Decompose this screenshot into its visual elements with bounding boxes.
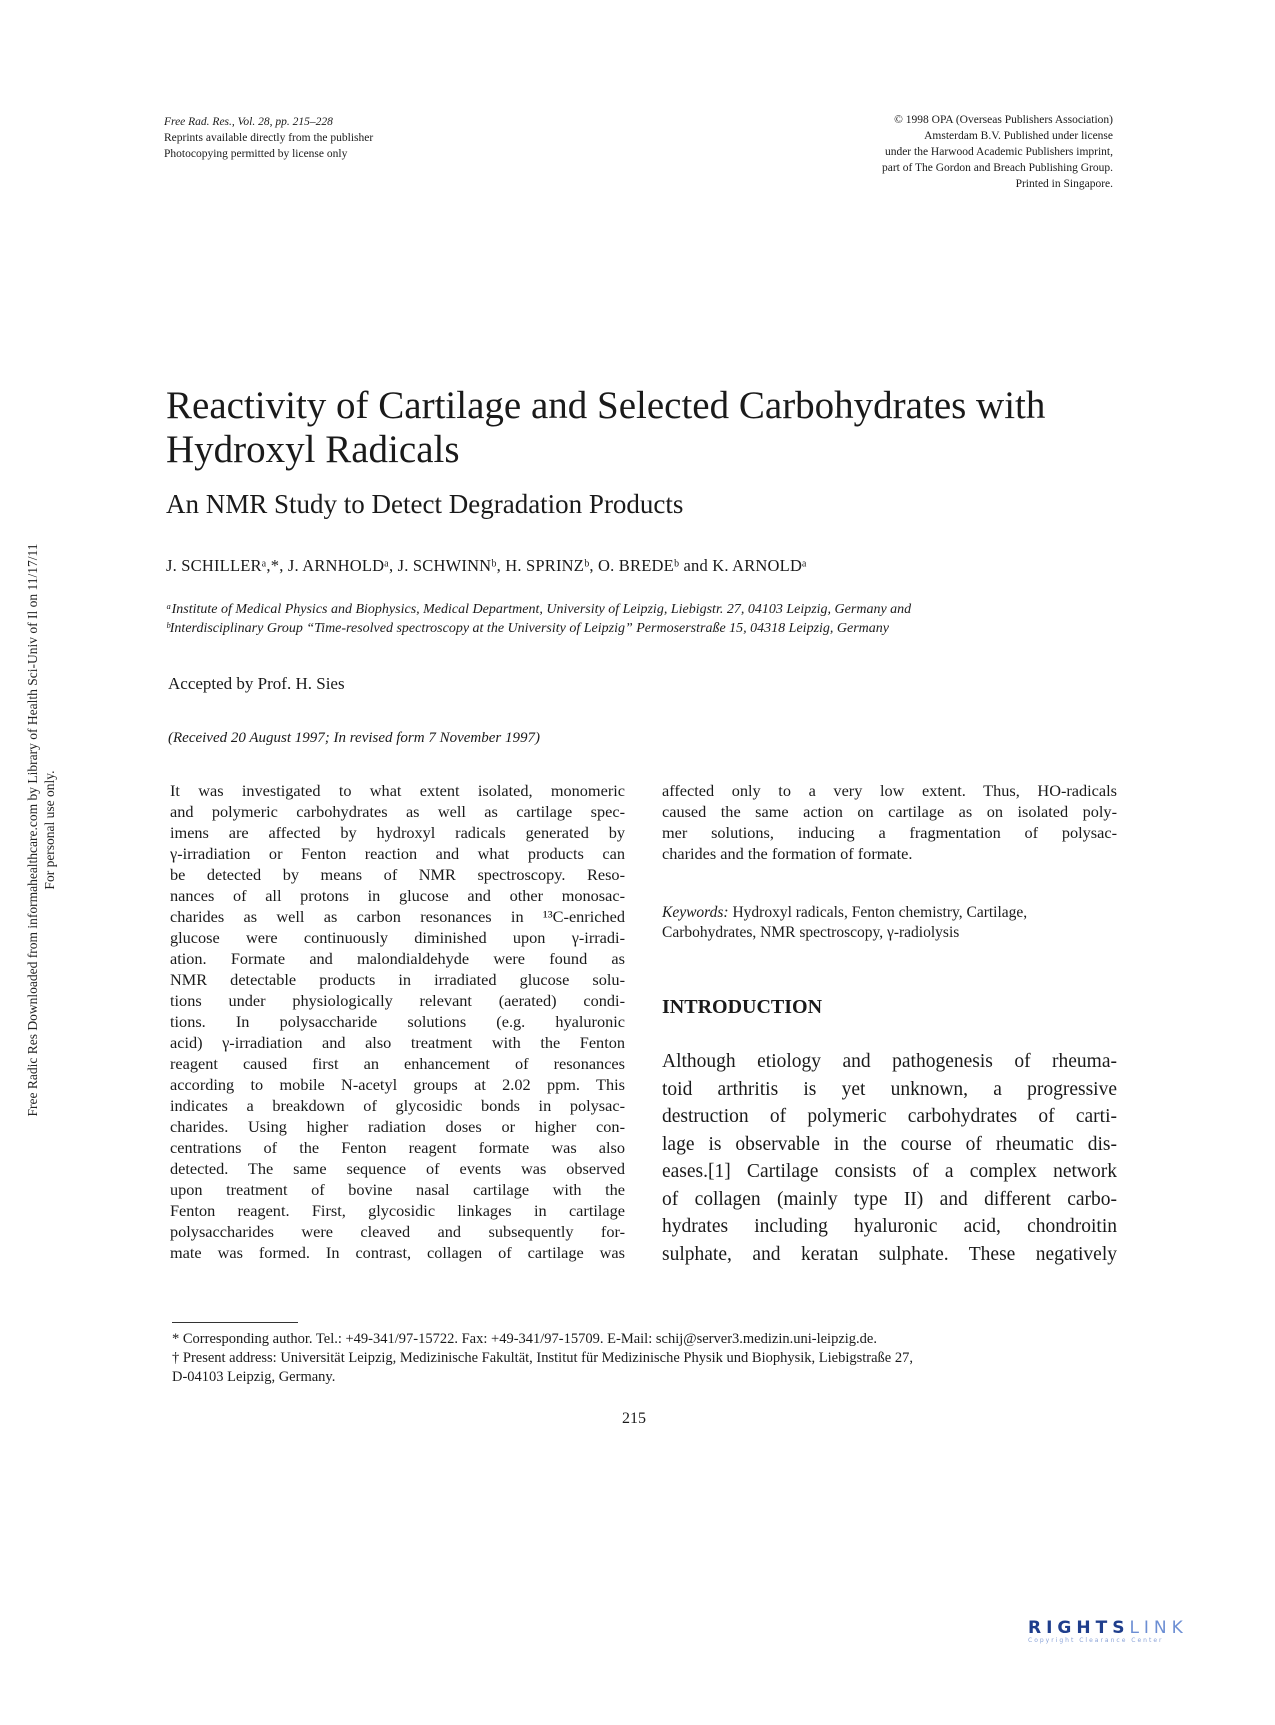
title-line: Reactivity of Cartilage and Selected Carbohydrates with: [166, 384, 1046, 427]
page-number: 215: [622, 1410, 646, 1427]
affiliations: [166, 600, 1156, 638]
intro-line: destruction of polymeric carbohydrates of carti-: [662, 1106, 1117, 1127]
abstract-line: detected. The same sequence of events was observed: [170, 1159, 625, 1178]
intro-line: sulphate, and keratan sulphate. These negatively: [662, 1243, 1117, 1265]
abstract-line: be detected by means of NMR spectroscopy. Reso-: [170, 865, 625, 884]
footnote-divider: [172, 1322, 298, 1323]
copyright-line: part of The Gordon and Breach Publishing Group.: [881, 162, 1113, 174]
journal-info: [164, 114, 584, 162]
abstract-line: polysaccharides were cleaved and subsequently for-: [170, 1222, 625, 1241]
section-heading-introduction: INTRODUCTION: [662, 996, 823, 1018]
abstract-line: caused the same action on cartilage as on isolated poly-: [662, 802, 1117, 821]
keywords: [662, 903, 1117, 943]
article-title: [166, 384, 1156, 472]
abstract-line: indicates a breakdown of glycosidic bonds in polysac-: [170, 1096, 625, 1115]
abstract-line: mate was formed. In contrast, collagen of cartilage was: [170, 1243, 625, 1262]
intro-line: hydrates including hyaluronic acid, chondroitin: [662, 1216, 1117, 1237]
copyright-notice: [760, 112, 1113, 192]
intro-line: lage is observable in the course of rheumatic dis-: [662, 1133, 1117, 1155]
reprint-note: Reprints available directly from the publisher: [164, 132, 374, 144]
abstract-line: γ-irradiation or Fenton reaction and what products can: [170, 844, 625, 863]
intro-line: eases.[1] Cartilage consists of a complex network: [662, 1161, 1117, 1182]
rightslink-logo: [1028, 1618, 1268, 1658]
copyright-line: © 1998 OPA (Overseas Publishers Association): [894, 114, 1113, 126]
intro-line: Although etiology and pathogenesis of rheuma-: [662, 1051, 1117, 1072]
download-line: Free Radic Res Downloaded from informahealthcare.com by Library of Health Sci-Univ of Il on 11/17/11: [25, 543, 40, 1117]
affiliation-b: ᵇInterdisciplinary Group “Time-resolved spectroscopy at the University of Leipzig” Permoserstraße 15, 04318 Leipzig, Germany: [166, 621, 890, 636]
copyright-line: Printed in Singapore.: [1015, 178, 1113, 190]
abstract-line: tions under physiologically relevant (aerated) condi-: [170, 991, 625, 1010]
intro-line: toid arthritis is yet unknown, a progressive: [662, 1078, 1117, 1100]
abstract-line: charides as well as carbon resonances in ¹³C-enriched: [170, 907, 625, 926]
affiliation-a: ᵃInstitute of Medical Physics and Biophysics, Medical Department, University of Leipzig, Liebigstr. 27, 04103 Leipzig, Germany and: [166, 602, 912, 617]
logo-text-rights: RIGHTS: [1028, 1618, 1130, 1638]
abstract-line: charides and the formation of formate.: [662, 844, 913, 863]
keywords-label: Keywords:: [662, 904, 729, 921]
keywords-line: Hydroxyl radicals, Fenton chemistry, Cartilage,: [732, 904, 1028, 921]
abstract-line: affected only to a very low extent. Thus, HO-radicals: [662, 781, 1117, 800]
abstract-line: tions. In polysaccharide solutions (e.g. hyaluronic: [170, 1012, 625, 1031]
journal-citation: Free Rad. Res., Vol. 28, pp. 215–228: [164, 116, 333, 128]
abstract-line: charides. Using higher radiation doses or higher con-: [170, 1117, 625, 1136]
abstract-line: imens are affected by hydroxyl radicals generated by: [170, 823, 625, 842]
abstract-line: ation. Formate and malondialdehyde were found as: [170, 949, 625, 968]
footnote-present-address: † Present address: Universität Leipzig, Medizinische Fakultät, Institut für Medizinische Physik und Biophysik, Liebigstraße 27,: [172, 1350, 913, 1366]
logo-text-link: LINK: [1129, 1618, 1188, 1638]
abstract-line: nances of all protons in glucose and other monosac-: [170, 886, 625, 905]
author-list: J. SCHILLERᵃ,*, J. ARNHOLDᵃ, J. SCHWINNᵇ, H. SPRINZᵇ, O. BREDEᵇ and K. ARNOLDᵃ: [166, 556, 807, 575]
copyright-line: Amsterdam B.V. Published under license: [924, 130, 1113, 142]
abstract-line: centrations of the Fenton reagent formate was also: [170, 1138, 625, 1157]
footnote-corresponding: * Corresponding author. Tel.: +49-341/97-15722. Fax: +49-341/97-15709. E-Mail: schij@server3.medizin.uni-leipzig.de.: [172, 1331, 877, 1347]
received-dates: (Received 20 August 1997; In revised form 7 November 1997): [168, 730, 540, 746]
photocopy-note: Photocopying permitted by license only: [164, 148, 348, 160]
abstract-line: upon treatment of bovine nasal cartilage with the: [170, 1180, 625, 1199]
article-subtitle: An NMR Study to Detect Degradation Products: [166, 489, 684, 519]
copyright-line: under the Harwood Academic Publishers imprint,: [884, 146, 1113, 158]
personal-use-line: For personal use only.: [42, 770, 57, 890]
abstract-line: according to mobile N-acetyl groups at 2.02 ppm. This: [170, 1075, 625, 1094]
abstract-line: mer solutions, inducing a fragmentation of polysac-: [662, 823, 1117, 842]
intro-line: of collagen (mainly type II) and different carbo-: [662, 1188, 1117, 1210]
keywords-line: Carbohydrates, NMR spectroscopy, γ-radiolysis: [662, 924, 960, 941]
abstract-line: NMR detectable products in irradiated glucose solu-: [170, 970, 625, 989]
accepted-by: Accepted by Prof. H. Sies: [168, 674, 345, 693]
abstract-line: reagent caused first an enhancement of resonances: [170, 1054, 625, 1073]
abstract-line: It was investigated to what extent isolated, monomeric: [170, 781, 625, 800]
logo-subtext: Copyright Clearance Center: [1028, 1637, 1164, 1644]
title-line: Hydroxyl Radicals: [166, 428, 460, 471]
abstract-line: and polymeric carbohydrates as well as cartilage spec-: [170, 802, 625, 821]
abstract-line: glucose were continuously diminished upon γ-irradi-: [170, 928, 625, 947]
abstract-line: acid) γ-irradiation and also treatment with the Fenton: [170, 1033, 625, 1052]
footnote-present-address-cont: D-04103 Leipzig, Germany.: [172, 1369, 336, 1385]
download-watermark: [24, 440, 58, 1220]
abstract-line: Fenton reagent. First, glycosidic linkages in cartilage: [170, 1201, 625, 1220]
